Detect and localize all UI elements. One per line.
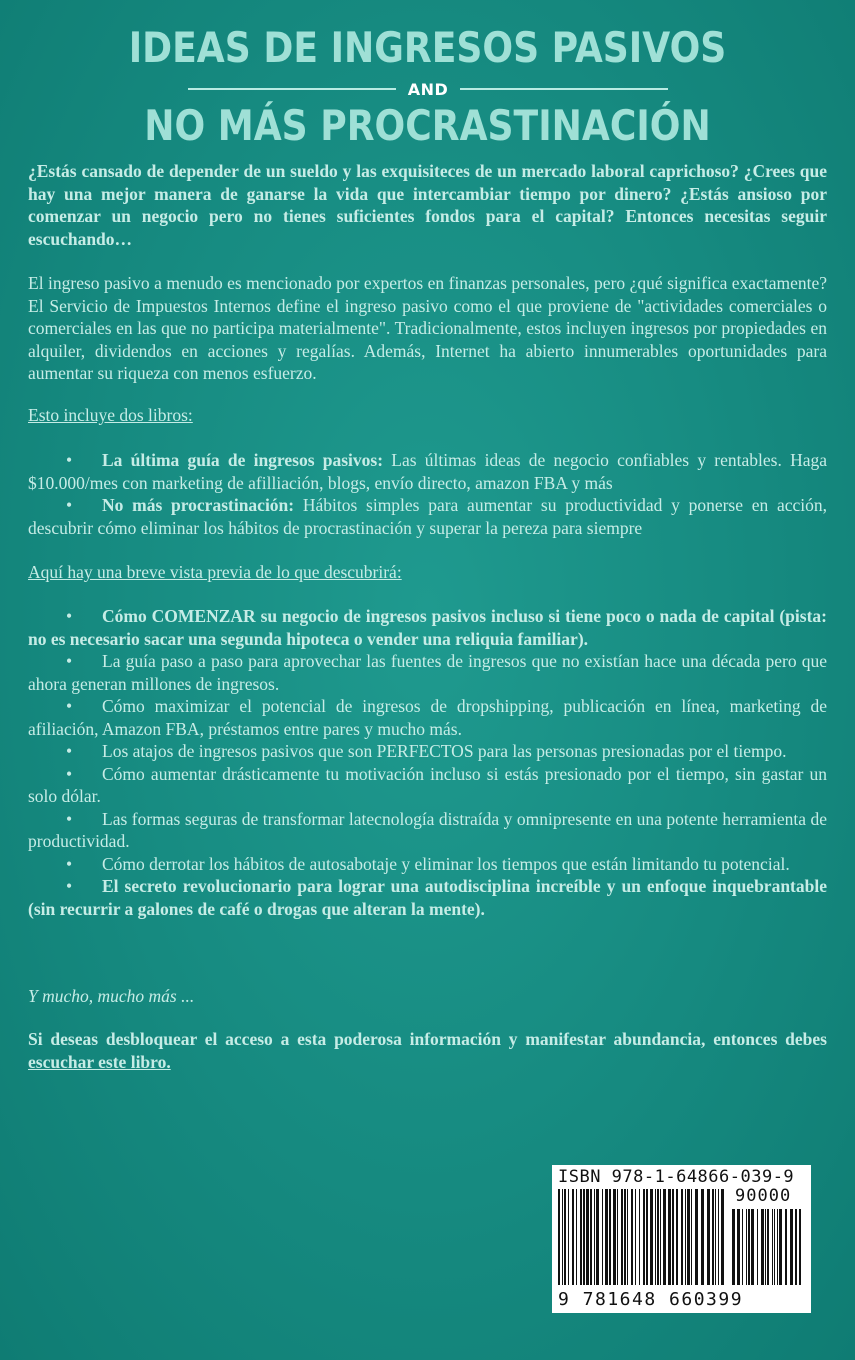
barcode-bar [624, 1189, 626, 1285]
barcode-bars [558, 1189, 728, 1285]
isbn-barcode [552, 1165, 811, 1313]
barcode-bar [668, 1189, 671, 1285]
call-to-action [28, 1028, 827, 1073]
isbn-number: ISBN 978-1-64866-039-9 [558, 1167, 795, 1187]
book-description: Hábitos simples para aumentar su productividad y ponerse en acción, descubrir cómo eliminar los hábitos de procrastinación y superar la pereza para siempre [28, 495, 827, 538]
books-heading: Esto incluye dos libros: [28, 405, 193, 425]
ean-number: 9 781648 660399 [558, 1289, 744, 1310]
barcode-bar [613, 1189, 616, 1285]
list-item [28, 695, 827, 740]
bullet-icon: • [66, 495, 73, 515]
barcode-bar [707, 1189, 710, 1285]
barcode-bar [580, 1189, 582, 1285]
preview-list [28, 605, 827, 920]
barcode-bar [657, 1189, 659, 1285]
title-line-2: NO MÁS PROCRASTINACIÓN [144, 101, 711, 150]
barcode-bar [646, 1189, 648, 1285]
barcode-bar [715, 1189, 716, 1285]
divider-left [188, 88, 396, 90]
barcode-bar [676, 1189, 678, 1285]
list-item [28, 763, 827, 808]
barcode-bar [777, 1209, 778, 1285]
bullet-icon: • [66, 450, 73, 470]
barcode-bar [583, 1189, 585, 1285]
bullet-icon: • [66, 808, 73, 829]
barcode-bar [663, 1189, 666, 1285]
title-line-1: IDEAS DE INGRESOS PASIVOS [128, 23, 727, 72]
barcode-bar [687, 1189, 690, 1285]
item-text: Cómo derrotar los hábitos de autosabotaje y eliminar los tiempos que están limitando tu potencial. [102, 853, 790, 874]
barcode-bar [617, 1189, 618, 1285]
barcode-bar [672, 1189, 674, 1285]
divider-right [460, 88, 668, 90]
barcode-bar [650, 1189, 653, 1285]
book-description: Las últimas ideas de negocio confiables y rentables. Haga $10.000/mes con marketing de afilliación, blogs, envío directo, amazon FBA y más [28, 450, 828, 493]
list-item [28, 875, 827, 920]
bullet-icon: • [66, 651, 73, 671]
title-connector-row [188, 78, 668, 100]
bullet-icon: • [66, 876, 73, 896]
barcode-bar [772, 1209, 773, 1285]
barcode-bar [586, 1189, 589, 1285]
title-connector: AND [407, 79, 449, 99]
item-text: Las formas seguras de transformar latecnología distraída y omnipresente en una potente herramienta de productividad. [28, 808, 827, 851]
barcode-bar [602, 1189, 603, 1285]
list-item [28, 740, 827, 763]
barcode-bar [721, 1189, 724, 1285]
book-title: No más procrastinación: [102, 495, 295, 515]
barcode-bar [681, 1189, 683, 1285]
barcode-bar [562, 1189, 563, 1285]
barcode-bar [568, 1189, 569, 1285]
price-code: 90000 [735, 1186, 792, 1206]
barcode-bar [605, 1189, 608, 1285]
cta-link: escuchar este libro. [28, 1051, 171, 1072]
bullet-icon: • [66, 853, 73, 874]
more-text: Y mucho, mucho más ... [28, 986, 195, 1006]
barcode-bar [712, 1189, 714, 1285]
list-item [28, 853, 827, 876]
barcode-bar [779, 1209, 782, 1285]
barcode-bar [639, 1189, 640, 1285]
barcode-bar [748, 1209, 750, 1285]
barcode-bar [765, 1209, 766, 1285]
barcode-bar [576, 1189, 577, 1285]
barcode-bar [746, 1209, 747, 1285]
barcode-bar [660, 1189, 661, 1285]
books-list [28, 449, 827, 539]
bullet-icon: • [66, 741, 73, 761]
barcode-bar [751, 1209, 754, 1285]
barcode-bar [564, 1189, 566, 1285]
item-text: Cómo maximizar el potencial de ingresos de dropshipping, publicación en línea, marketing de afiliación, Amazon FBA, préstamos entre pares y mucho más. [28, 696, 827, 739]
barcode-bar [761, 1209, 764, 1285]
barcode-bar [790, 1209, 793, 1285]
barcode-bar [596, 1189, 599, 1285]
barcode-bar [609, 1189, 611, 1285]
list-item [28, 494, 827, 539]
barcode-bar [795, 1209, 797, 1285]
description-paragraph: El ingreso pasivo a menudo es mencionado por expertos en finanzas personales, pero ¿qué significa exactamente? El Servicio de Impuestos Internos define el ingreso pasivo como el que proviene de "actividades comerciales o comerciales en las que no participa materialmente". Tradicionalmente, estos incluyen ingresos por propiedades en alquiler, dividendos en acciones y regalías. Además, Internet ha abierto innumerables oportunidades para aumentar su riqueza con menos esfuerzo. [28, 273, 827, 383]
cta-text: Si deseas desbloquear el acceso a esta poderosa información y manifestar abundancia, entonces debes [28, 1029, 827, 1049]
barcode-bar [590, 1189, 592, 1285]
barcode-bar [631, 1189, 633, 1285]
list-item [28, 808, 827, 853]
barcode-bar [757, 1209, 758, 1285]
barcode-bar [635, 1189, 636, 1285]
barcode-bar [742, 1209, 743, 1285]
preview-heading: Aquí hay una breve vista previa de lo que descubrirá: [28, 562, 402, 582]
barcode-bar [558, 1189, 560, 1285]
barcode-bar [701, 1189, 704, 1285]
bullet-icon: • [66, 763, 73, 784]
barcode-bar [785, 1209, 787, 1285]
bullet-icon: • [66, 696, 73, 716]
book-title: La última guía de ingresos pasivos: [102, 450, 384, 470]
barcode-bar [621, 1189, 623, 1285]
list-item [28, 650, 827, 695]
barcode-bar [594, 1189, 595, 1285]
barcode-bar [799, 1209, 801, 1285]
barcode-bar [737, 1209, 740, 1285]
barcode-bar [655, 1189, 656, 1285]
item-bold: Cómo COMENZAR su negocio de ingresos pasivos incluso si tiene poco o nada de capital (pista: no es necesario sacar una segunda hipoteca o vender una reliquia familiar). [28, 606, 827, 649]
barcode-bar [718, 1189, 719, 1285]
price-barcode-bars [732, 1209, 804, 1285]
list-item [28, 605, 827, 650]
barcode-bar [691, 1189, 692, 1285]
item-text: Los atajos de ingresos pasivos que son PERFECTOS para las personas presionadas por el tiempo. [102, 741, 787, 761]
intro-paragraph: ¿Estás cansado de depender de un sueldo y las exquisiteces de un mercado laboral caprichoso? ¿Crees que hay una mejor manera de ganarse la vida que intercambiar tiempo por dinero? ¿Estás ansioso por comenzar un negocio pero no tienes suficientes fondos para el capital? Entonces necesitas seguir escuchando… [28, 161, 827, 249]
list-item [28, 449, 827, 494]
barcode-bar [643, 1189, 645, 1285]
item-text: Cómo aumentar drásticamente tu motivación incluso si estás presionado por el tiempo, sin gastar un solo dólar. [28, 763, 827, 806]
barcode-bar [572, 1189, 574, 1285]
item-text: La guía paso a paso para aprovechar las fuentes de ingresos que no existían hace una década pero que ahora generan millones de ingresos. [28, 651, 827, 694]
item-bold: El secreto revolucionario para lograr una autodisciplina increíble y un enfoque inquebrantable (sin recurrir a galones de café o drogas que alteran la mente). [28, 876, 827, 919]
barcode-bar [695, 1189, 698, 1285]
bullet-icon: • [66, 606, 73, 626]
barcode-bar [627, 1189, 628, 1285]
barcode-bar [685, 1189, 686, 1285]
barcode-bar [774, 1209, 775, 1285]
barcode-bar [767, 1209, 769, 1285]
barcode-bar [732, 1209, 735, 1285]
